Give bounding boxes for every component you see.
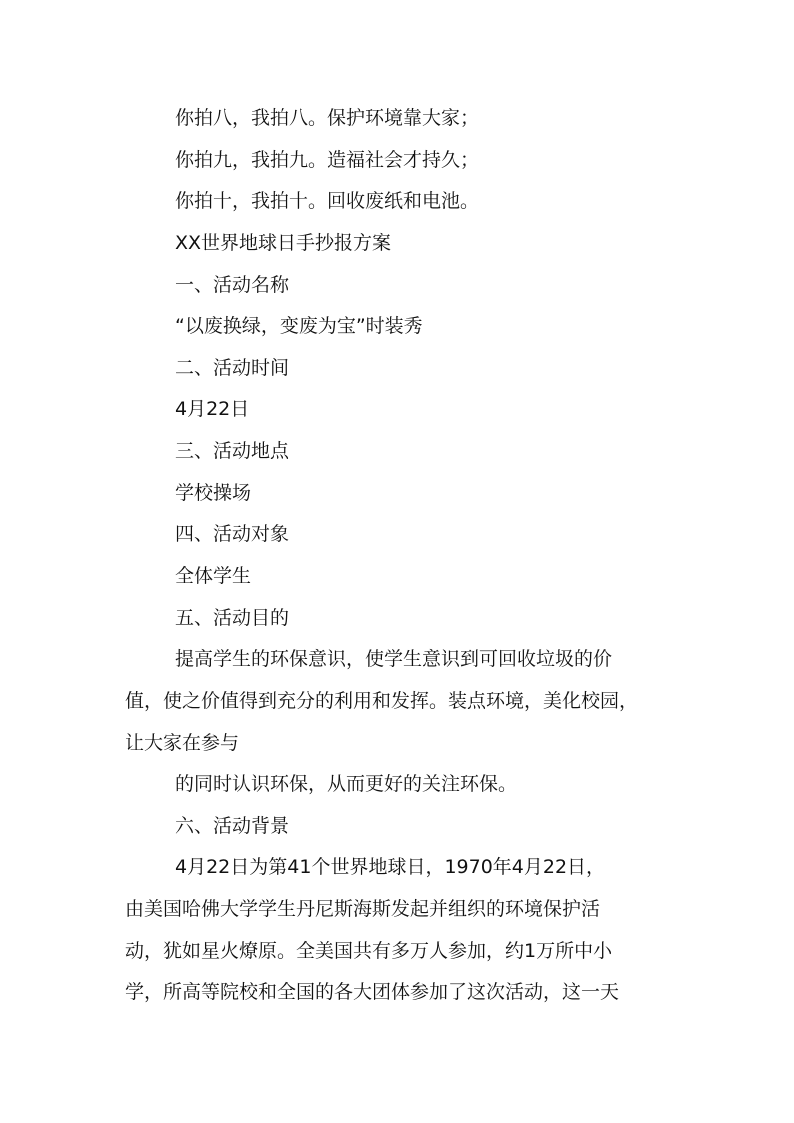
text-line: 学校操场 [175, 482, 252, 504]
paragraph-line: 让大家在参与 [125, 732, 240, 754]
paragraph-line: 4月22日为第41个世界地球日，1970年4月22日， [175, 856, 606, 878]
section-heading: 六、活动背景 [175, 815, 290, 837]
paragraph-line: 由美国哈佛大学学生丹尼斯海斯发起并组织的环境保护活 [125, 898, 601, 920]
text-line: “以废换绿，变废为宝”时装秀 [175, 315, 423, 337]
text-line: 你拍八，我拍八。保护环境靠大家； [175, 107, 480, 129]
paragraph-line: 动，犹如星火燎原。全美国共有多万人参加，约1万所中小 [125, 940, 613, 962]
text-line: 全体学生 [175, 565, 252, 587]
paragraph-line: 学，所高等院校和全国的各大团体参加了这次活动，这一天 [125, 981, 620, 1003]
section-heading: 五、活动目的 [175, 607, 290, 629]
paragraph-line: 的同时认识环保，从而更好的关注环保。 [175, 773, 518, 795]
paragraph-line: 提高学生的环保意识，使学生意识到可回收垃圾的价 [175, 648, 613, 670]
text-line: 你拍九，我拍九。造福社会才持久； [175, 149, 480, 171]
paragraph-line: 值，使之价值得到充分的利用和发挥。装点环境，美化校园， [125, 690, 639, 712]
section-heading: 二、活动时间 [175, 357, 290, 379]
section-heading: 四、活动对象 [175, 523, 290, 545]
text-line: 你拍十，我拍十。回收废纸和电池。 [175, 190, 480, 212]
section-heading: 三、活动地点 [175, 440, 290, 462]
text-line: 4月22日 [175, 398, 250, 420]
plan-title: XX世界地球日手抄报方案 [175, 232, 392, 254]
section-heading: 一、活动名称 [175, 274, 290, 296]
